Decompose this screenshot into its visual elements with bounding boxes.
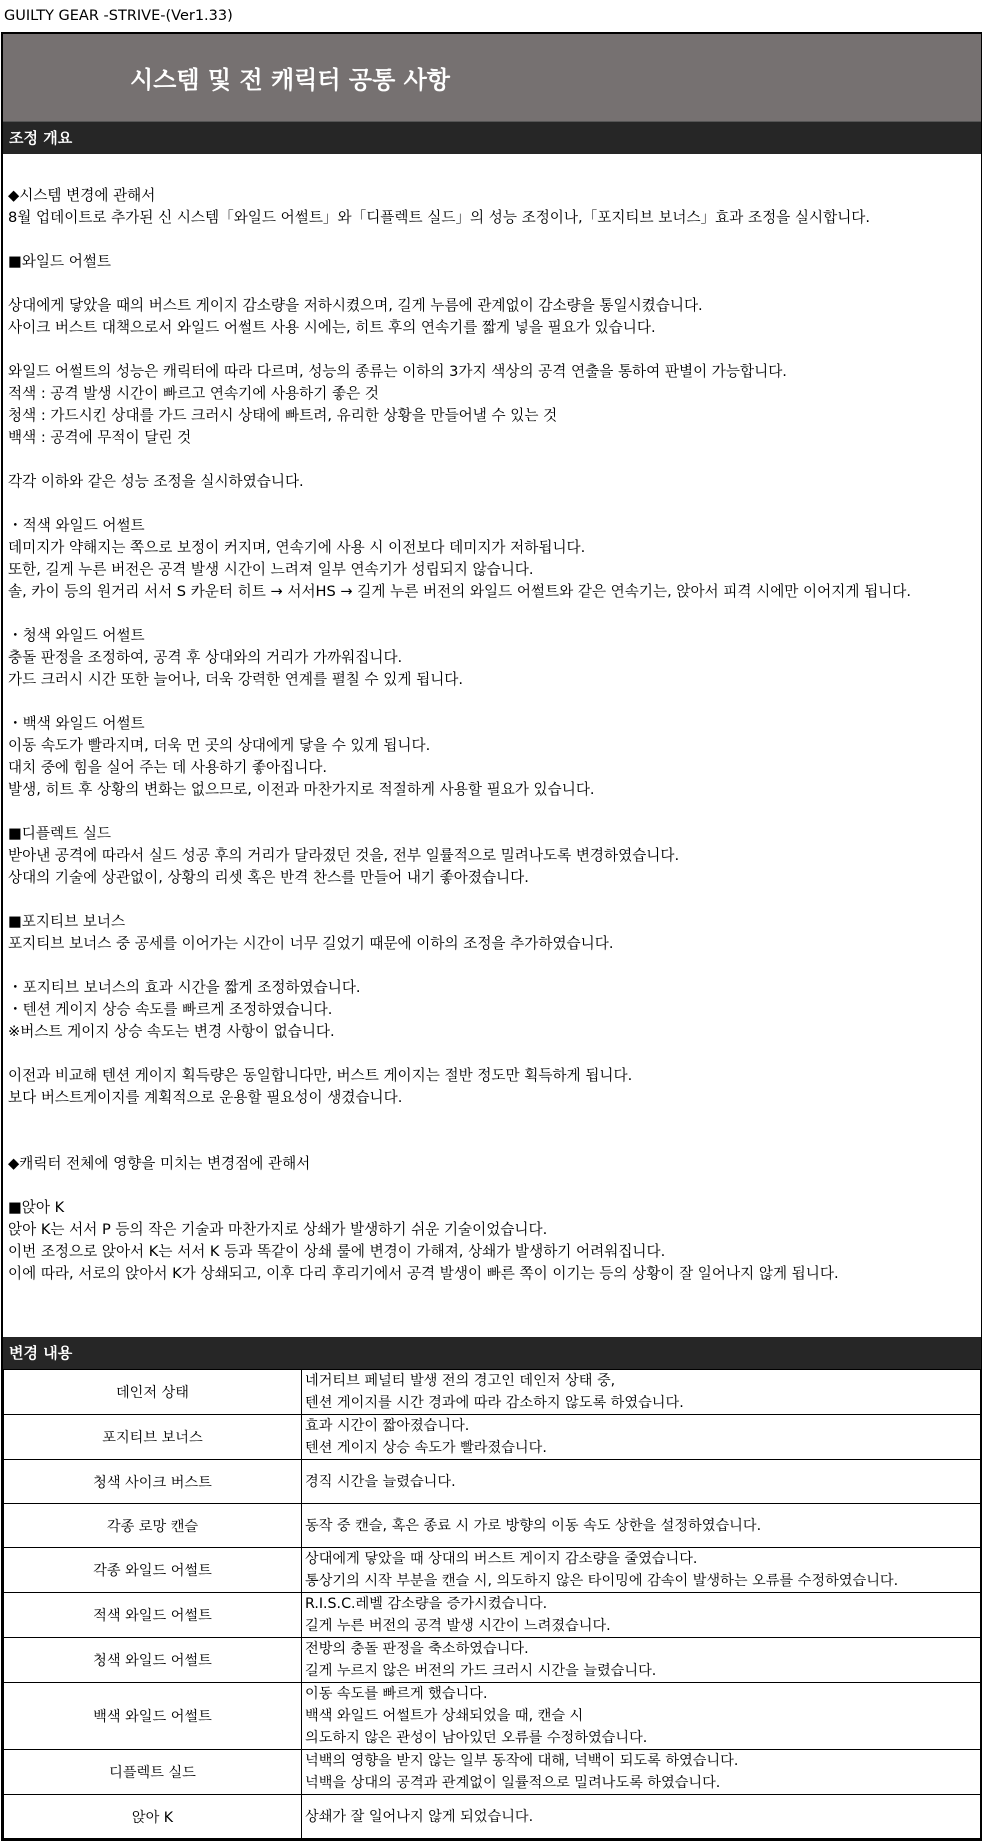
description-line: 이동 속도를 빠르게 했습니다.: [305, 1686, 488, 1702]
description-line: 의도하지 않은 관성이 남아있던 오류를 수정하였습니다.: [305, 1730, 648, 1746]
overview-line: ■앉아 K: [8, 1199, 65, 1216]
overview-line: ■디플렉트 실드: [8, 825, 112, 842]
overview-line: 상대의 기술에 상관없이, 상황의 리셋 혹은 반격 찬스를 만들어 내기 좋아졌습니다.: [8, 869, 529, 886]
changes-table: [3, 1369, 981, 1839]
change-category: 데인저 상태: [4, 1370, 302, 1415]
change-description: [302, 1370, 981, 1415]
table-row: [4, 1548, 981, 1593]
banner-title: 시스템 및 전 캐릭터 공통 사항: [130, 66, 450, 94]
change-category: 포지티브 보너스: [4, 1415, 302, 1460]
overview-line: [8, 1131, 981, 1153]
overview-line: 이전과 비교해 텐션 게이지 획득량은 동일합니다만, 버스트 게이지는 절반 정도만 획득하게 됩니다.: [8, 1067, 633, 1084]
change-category: 청색 와일드 어썰트: [4, 1638, 302, 1683]
overview-line: [8, 1175, 981, 1197]
change-description: [302, 1460, 981, 1504]
overview-line: 가드 크러시 시간 또한 늘어나, 더욱 강력한 연계를 펼칠 수 있게 됩니다.: [8, 671, 464, 688]
overview-body: [3, 154, 981, 1337]
change-description: [302, 1415, 981, 1460]
overview-line: 사이크 버스트 대책으로서 와일드 어썰트 사용 시에는, 히트 후의 연속기를 짧게 넣을 필요가 있습니다.: [8, 319, 656, 336]
overview-line: [8, 339, 981, 361]
overview-line: [8, 603, 981, 625]
description-line: 넉백을 상대의 공격과 관계없이 일률적으로 밀려나도록 하였습니다.: [305, 1775, 721, 1791]
overview-line: [8, 449, 981, 471]
description-line: R.I.S.C.레벨 감소량을 증가시켰습니다.: [305, 1596, 548, 1612]
description-line: 효과 시간이 짧아졌습니다.: [305, 1418, 470, 1434]
overview-line: 대치 중에 힘을 실어 주는 데 사용하기 좋아집니다.: [8, 759, 328, 776]
table-row: [4, 1593, 981, 1638]
change-description: [302, 1683, 981, 1750]
overview-line: 충돌 판정을 조정하여, 공격 후 상대와의 거리가 가까워집니다.: [8, 649, 403, 666]
change-description: [302, 1750, 981, 1795]
banner: [3, 34, 981, 122]
table-row: [4, 1460, 981, 1504]
change-category: 디플렉트 실드: [4, 1750, 302, 1795]
overview-line: 와일드 어썰트의 성능은 캐릭터에 따라 다르며, 성능의 종류는 이하의 3가지 색상의 공격 연출을 통하여 판별이 가능합니다.: [8, 363, 787, 380]
overview-line: ・텐션 게이지 상승 속도를 빠르게 조정하였습니다.: [8, 1001, 333, 1018]
overview-line: ・적색 와일드 어썰트: [8, 517, 145, 534]
description-line: 전방의 충돌 판정을 축소하였습니다.: [305, 1641, 529, 1657]
change-category: 각종 로망 캔슬: [4, 1504, 302, 1548]
overview-line: 발생, 히트 후 상황의 변화는 없으므로, 이전과 마찬가지로 적절하게 사용할 필요가 있습니다.: [8, 781, 595, 798]
description-line: 길게 누른 버전의 공격 발생 시간이 느려졌습니다.: [305, 1618, 611, 1634]
document-title: GUILTY GEAR -STRIVE-(Ver1.33): [4, 8, 233, 24]
description-line: 길게 누르지 않은 버전의 가드 크러시 시간을 늘렸습니다.: [305, 1663, 657, 1679]
description-line: 백색 와일드 어썰트가 상쇄되었을 때, 캔슬 시: [305, 1708, 584, 1724]
table-row: [4, 1370, 981, 1415]
overview-line: ■포지티브 보너스: [8, 913, 126, 930]
overview-line: [8, 889, 981, 911]
overview-line: 데미지가 약해지는 쪽으로 보정이 커지며, 연속기에 사용 시 이전보다 데미지가 저하됩니다.: [8, 539, 586, 556]
overview-line: ◆캐릭터 전체에 영향을 미치는 변경점에 관해서: [8, 1155, 311, 1172]
change-category: 적색 와일드 어썰트: [4, 1593, 302, 1638]
change-description: [302, 1638, 981, 1683]
overview-line: [8, 229, 981, 251]
overview-line: 포지티브 보너스 중 공세를 이어가는 시간이 너무 길었기 때문에 이하의 조정을 추가하였습니다.: [8, 935, 614, 952]
overview-line: [8, 493, 981, 515]
description-line: 동작 중 캔슬, 혹은 종료 시 가로 방향의 이동 속도 상한을 설정하였습니다.: [305, 1517, 762, 1534]
change-category: 각종 와일드 어썰트: [4, 1548, 302, 1593]
change-description: [302, 1504, 981, 1548]
overview-line: [8, 801, 981, 823]
overview-line: [8, 273, 981, 295]
overview-line: 받아낸 공격에 따라서 실드 성공 후의 거리가 달라졌던 것을, 전부 일률적으로 밀려나도록 변경하였습니다.: [8, 847, 680, 864]
overview-line: 이번 조정으로 앉아서 K는 서서 K 등과 똑같이 상쇄 룰에 변경이 가해져, 상쇄가 발생하기 어려워집니다.: [8, 1243, 666, 1260]
overview-line: ■와일드 어썰트: [8, 253, 112, 270]
overview-line: 각각 이하와 같은 성능 조정을 실시하였습니다.: [8, 473, 304, 490]
overview-line: 또한, 길게 누른 버전은 공격 발생 시간이 느려져 일부 연속기가 성립되지 않습니다.: [8, 561, 534, 578]
description-line: 상대에게 닿았을 때 상대의 버스트 게이지 감소량을 줄였습니다.: [305, 1551, 698, 1567]
overview-line: 8월 업데이트로 추가된 신 시스템「와일드 어썰트」와「디플렉트 실드」의 성능 조정이나,「포지티브 보너스」효과 조정을 실시합니다.: [8, 209, 871, 226]
overview-line: [8, 691, 981, 713]
table-row: [4, 1750, 981, 1795]
change-category: 백색 와일드 어썰트: [4, 1683, 302, 1750]
overview-line: ・포지티브 보너스의 효과 시간을 짧게 조정하였습니다.: [8, 979, 361, 996]
table-row: [4, 1415, 981, 1460]
overview-line: 청색 : 가드시킨 상대를 가드 크러시 상태에 빠트려, 유리한 상황을 만들어낼 수 있는 것: [8, 407, 558, 424]
overview-line: 이동 속도가 빨라지며, 더욱 먼 곳의 상대에게 닿을 수 있게 됩니다.: [8, 737, 431, 754]
table-row: [4, 1683, 981, 1750]
overview-header: 조정 개요: [3, 122, 981, 154]
change-description: [302, 1593, 981, 1638]
description-line: 경직 시간을 늘렸습니다.: [305, 1473, 456, 1490]
overview-line: 적색 : 공격 발생 시간이 빠르고 연속기에 사용하기 좋은 것: [8, 385, 379, 402]
overview-line: [8, 1109, 981, 1131]
change-description: [302, 1548, 981, 1593]
overview-line: 앉아 K는 서서 P 등의 작은 기술과 마찬가지로 상쇄가 발생하기 쉬운 기술이었습니다.: [8, 1221, 548, 1238]
description-line: 상쇄가 잘 일어나지 않게 되었습니다.: [305, 1808, 534, 1825]
overview-line: ◆시스템 변경에 관해서: [8, 187, 156, 204]
overview-line: 보다 버스트게이지를 계획적으로 운용할 필요성이 생겼습니다.: [8, 1089, 403, 1106]
overview-line: 상대에게 닿았을 때의 버스트 게이지 감소량을 저하시켰으며, 길게 누름에 관계없이 감소량을 통일시켰습니다.: [8, 297, 703, 314]
overview-line: [8, 955, 981, 977]
description-line: 넉백의 영향을 받지 않는 일부 동작에 대해, 넉백이 되도록 하였습니다.: [305, 1753, 739, 1769]
change-category: 청색 사이크 버스트: [4, 1460, 302, 1504]
description-line: 텐션 게이지를 시간 경과에 따라 감소하지 않도록 하였습니다.: [305, 1395, 684, 1411]
overview-line: 이에 따라, 서로의 앉아서 K가 상쇄되고, 이후 다리 후리기에서 공격 발생이 빠른 쪽이 이기는 등의 상황이 잘 일어나지 않게 됩니다.: [8, 1265, 839, 1282]
overview-line: ※버스트 게이지 상승 속도는 변경 사항이 없습니다.: [8, 1023, 335, 1040]
description-line: 통상기의 시작 부분을 캔슬 시, 의도하지 않은 타이밍에 감속이 발생하는 오류를 수정하였습니다.: [305, 1573, 899, 1589]
overview-line: ・백색 와일드 어썰트: [8, 715, 145, 732]
changes-header: 변경 내용: [3, 1337, 981, 1369]
description-line: 텐션 게이지 상승 속도가 빨라졌습니다.: [305, 1440, 547, 1456]
table-row: [4, 1504, 981, 1548]
table-row: [4, 1795, 981, 1839]
overview-line: 솔, 카이 등의 원거리 서서 S 카운터 히트 → 서서HS → 길게 누른 버전의 와일드 어썰트와 같은 연속기는, 앉아서 피격 시에만 이어지게 됩니다.: [8, 583, 912, 600]
change-description: [302, 1795, 981, 1839]
change-category: 앉아 K: [4, 1795, 302, 1839]
overview-line: [8, 1043, 981, 1065]
description-line: 네거티브 페널티 발생 전의 경고인 데인저 상태 중,: [305, 1373, 616, 1389]
overview-line: ・청색 와일드 어썰트: [8, 627, 145, 644]
table-row: [4, 1638, 981, 1683]
patch-notes-sheet: [1, 32, 982, 1841]
overview-line: 백색 : 공격에 무적이 달린 것: [8, 429, 192, 446]
